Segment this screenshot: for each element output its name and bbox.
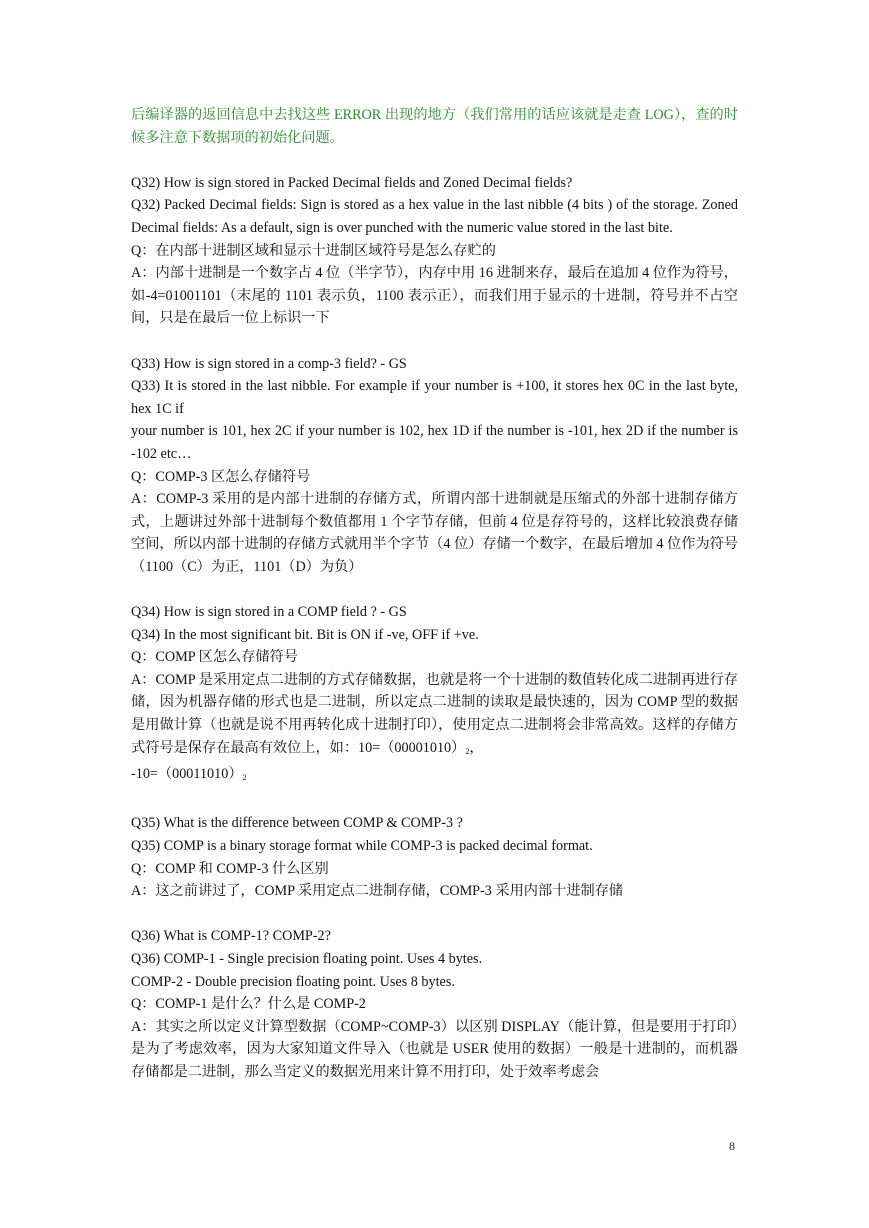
q33-answer-cn: A：COMP-3 采用的是内部十进制的存储方式，所谓内部十进制就是压缩式的外部十进制存储方式，上题讲过外部十进制每个数值都用 1 个字节存储，但前 4 位是存符号的，这样比较浪费存储空间，所以内部十进制的存储方式就用半个字节（4 位）存储一个数字，在最后增加 4 位作为符号（1100（C）为正，1101（D）为负）: [131, 491, 738, 575]
q36-question-cn: Q：COMP-1 是什么？什么是 COMP-2: [131, 996, 366, 1013]
spacer: [131, 790, 738, 813]
q33-question-en: Q33) How is sign stored in a comp-3 field? - GS: [131, 355, 407, 372]
q32-section: [131, 172, 738, 330]
page-number: 8: [729, 1139, 735, 1153]
q32-answer-en: Q32) Packed Decimal fields: Sign is stored as a hex value in the last nibble (4 bits ) of the storage. Zoned Decimal fields: As a default, sign is over punched with the numeric value stored in the last bite.: [131, 197, 738, 236]
q33-section: [131, 353, 738, 579]
spacer: [131, 903, 738, 926]
q32-question-cn: Q：在内部十进制区域和显示十进制区域符号是怎么存贮的: [131, 242, 496, 259]
q34-answer-cn-tail: ，: [469, 739, 484, 756]
q34-answer-cn: [131, 669, 738, 763]
q36-answer-cn: A：其实之所以定义计算型数据（COMP~COMP-3）以区别 DISPLAY（能计算，但是要用于打印）是为了考虑效率，因为大家知道文件导入（也就是 USER 使用的数据）一般是十进制的，而机器存储都是二进制，那么当定义的数据光用来计算不用打印，处于效率考虑会: [131, 1018, 738, 1080]
q35-answer-en: Q35) COMP is a binary storage format while COMP-3 is packed decimal format.: [131, 838, 593, 854]
q32-answer-cn: A：内部十进制是一个数字占 4 位（半字节），内存中用 16 进制来存，最后在追加 4 位作为符号，如-4=01001101（末尾的 1101 表示负，1100 表示正），而我们用于显示的十进制，符号并不占空间，只是在最后一位上标识一下: [131, 265, 738, 327]
negative-example-text: -10=（00011010）: [131, 766, 243, 783]
q35-answer-cn: A：这之前讲过了，COMP 采用定点二进制存储，COMP-3 采用内部十进制存储: [131, 883, 624, 900]
q35-question-cn: Q：COMP 和 COMP-3 什么区别: [131, 860, 329, 877]
binary-subscript: 2: [242, 773, 247, 783]
q33-answer-en-line1: Q33) It is stored in the last nibble. For example if your number is +100, it stores hex 0C in the last byte, hex 1C if: [131, 378, 738, 417]
q34-negative-example: [131, 763, 738, 790]
q36-answer-en-line1: Q36) COMP-1 - Single precision floating point. Uses 4 bytes.: [131, 950, 483, 967]
spacer: [131, 330, 738, 353]
page-body: [131, 104, 738, 1084]
spacer: [131, 578, 738, 601]
q34-answer-cn-text: A：COMP 是采用定点二进制的方式存储数据，也就是将一个十进制的数值转化成二进制再进行存储，因为机器存储的形式也是二进制，所以定点二进制的读取是最快速的，因为 COMP 型的数据是用做计算（也就是说不用再转化成十进制打印），使用定点二进制将会非常高效。这样的存储方式符号是保存在最高有效位上，如：10=（00001010）: [131, 671, 738, 756]
q36-section: [131, 925, 738, 1083]
q32-question-en: Q32) How is sign stored in Packed Decimal fields and Zoned Decimal fields?: [131, 174, 573, 191]
q35-question-en: Q35) What is the difference between COMP & COMP-3 ?: [131, 815, 463, 832]
intro-paragraph: 后编译器的返回信息中去找这些 ERROR 出现的地方（我们常用的话应该就是走查 LOG），查的时候多注意下数据项的初始化问题。: [131, 107, 738, 146]
q36-answer-en-line2: COMP-2 - Double precision floating point. Uses 8 bytes.: [131, 973, 455, 990]
q33-answer-en-line2: your number is 101, hex 2C if your number is 102, hex 1D if the number is -101, hex 2D if the number is -102 etc…: [131, 423, 738, 462]
q35-section: [131, 812, 738, 902]
q34-answer-en: Q34) In the most significant bit. Bit is ON if -ve, OFF if +ve.: [131, 626, 479, 643]
binary-subscript: 2: [465, 746, 470, 756]
spacer: [131, 149, 738, 172]
q34-question-en: Q34) How is sign stored in a COMP field ? - GS: [131, 604, 407, 621]
q33-question-cn: Q：COMP-3 区怎么存储符号: [131, 468, 311, 485]
q34-question-cn: Q：COMP 区怎么存储符号: [131, 649, 298, 666]
q36-question-en: Q36) What is COMP-1? COMP-2?: [131, 928, 331, 945]
q34-section: [131, 601, 738, 790]
